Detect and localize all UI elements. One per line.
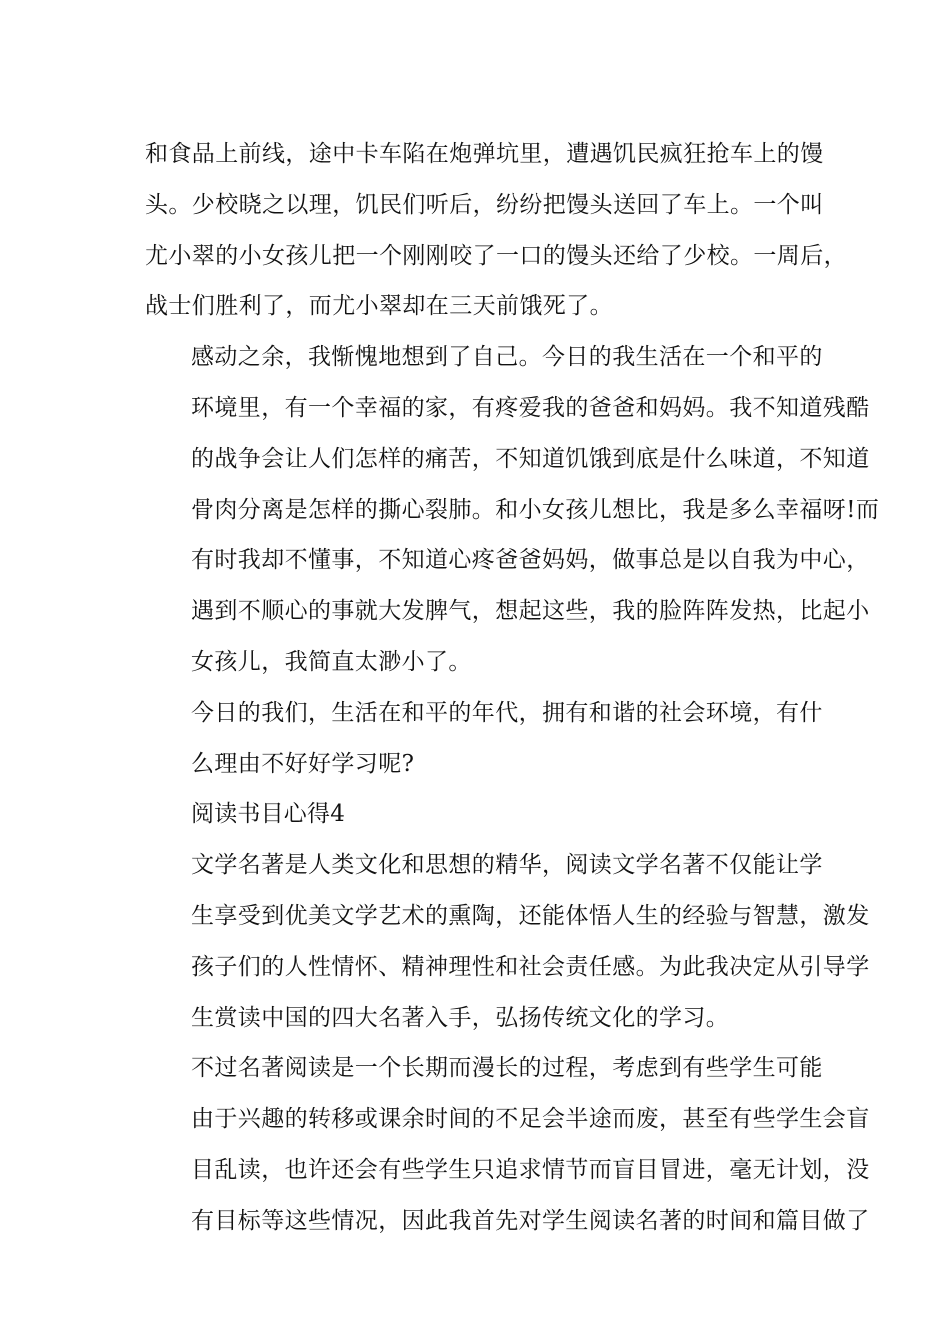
paragraph-literature-intro: [145, 840, 870, 1043]
text-line: 有时我却不懂事，不知道心疼爸爸妈妈，做事总是以自我为中心，: [191, 547, 870, 574]
text-line: 文学名著是人类文化和思想的精华，阅读文学名著不仅能让学: [191, 852, 823, 879]
heading-text: 阅读书目心得4: [191, 801, 346, 828]
text-line: 生享受到优美文学艺术的熏陶，还能体悟人生的经验与智慧，激发: [191, 902, 870, 929]
section-heading: [145, 789, 825, 840]
text-line: 女孩儿，我简直太渺小了。: [191, 648, 472, 675]
text-line: 遇到不顺心的事就大发脾气，想起这些，我的脸阵阵发热，比起小: [191, 598, 870, 625]
text-line: 生赏读中国的四大名著入手，弘扬传统文化的学习。: [191, 1004, 730, 1031]
document-content: [145, 129, 880, 1247]
text-line: 环境里，有一个幸福的家，有疼爱我的爸爸和妈妈。我不知道残酷: [191, 394, 870, 421]
text-line: 么理由不好好学习呢?: [191, 750, 415, 777]
text-line: 感动之余，我惭愧地想到了自己。今日的我生活在一个和平的: [191, 344, 823, 371]
paragraph-reading-plan: [145, 1043, 870, 1246]
text-line: 不过名著阅读是一个长期而漫长的过程，考虑到有些学生可能: [191, 1055, 823, 1082]
text-line: 有目标等这些情况，因此我首先对学生阅读名著的时间和篇目做了: [191, 1207, 870, 1234]
text-line: 骨肉分离是怎样的撕心裂肺。和小女孩儿想比，我是多么幸福呀!而: [191, 496, 880, 523]
paragraph-reflection: [145, 332, 880, 688]
text-line: 的战争会让人们怎样的痛苦，不知道饥饿到底是什么味道，不知道: [191, 445, 870, 472]
text-line: 今日的我们，生活在和平的年代，拥有和谐的社会环境，有什: [191, 699, 823, 726]
text-line: 头。少校晓之以理，饥民们听后，纷纷把馒头送回了车上。一个叫: [145, 191, 824, 218]
paragraph-continuation: [145, 129, 847, 332]
text-line: 尤小翠的小女孩儿把一个刚刚咬了一口的馒头还给了少校。一周后，: [145, 242, 847, 269]
text-line: 目乱读，也许还会有些学生只追求情节而盲目冒进，毫无计划，没: [191, 1156, 870, 1183]
paragraph-conclusion: [145, 688, 825, 790]
text-line: 和食品上前线，途中卡车陷在炮弹坑里，遭遇饥民疯狂抢车上的馒: [145, 141, 824, 167]
text-line: 孩子们的人性情怀、精神理性和社会责任感。为此我决定从引导学: [191, 953, 870, 980]
text-line: 战士们胜利了，而尤小翠却在三天前饿死了。: [145, 293, 613, 320]
text-line: 由于兴趣的转移或课余时间的不足会半途而废，甚至有些学生会盲: [191, 1106, 870, 1133]
